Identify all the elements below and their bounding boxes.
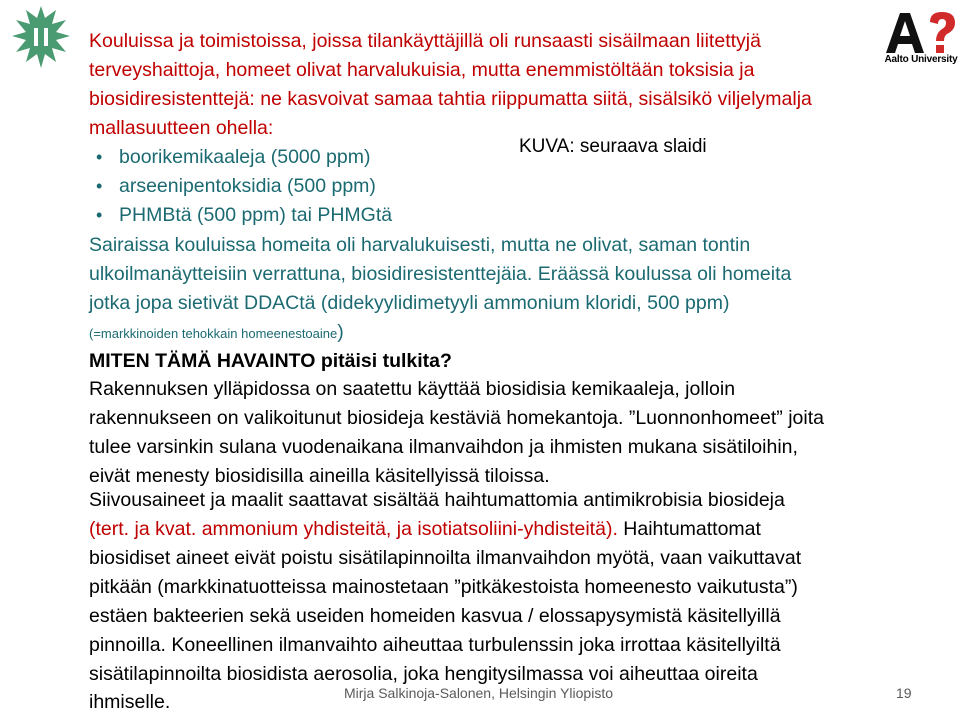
cleaning-line-7: sisätilapinnoilta biosidista aerosolia, joka hengitysilmassa voi aiheuttaa oireita (89, 663, 758, 685)
schools-note: (=markkinoiden tehokkain homeenestoaine (89, 326, 338, 341)
schools-line-2-b: Eräässä koulussa oli homeita (532, 263, 792, 285)
maintenance-line-3: tulee varsinkin sulana vuodenaikana ilmanvaihdon ja ihmisten mukana sisätiloihin, (89, 436, 798, 458)
intro-line-4: mallasuutteen ohella: (89, 117, 274, 139)
intro-line-3: biosidiresistenttejä: ne kasvoivat samaa tahtia riippumatta siitä, sisälsikö viljelymalja (89, 88, 812, 110)
bullet-item-arsenic: arseenipentoksidia (500 ppm) (119, 175, 376, 197)
cleaning-line-2-rest: Haihtumattomat (617, 518, 761, 540)
cleaning-line-5: estäen bakteerien sekä useiden homeiden kasvua / elossapysymistä käsitellyillä (89, 605, 781, 627)
intro-line-2: terveyshaittoja, homeet olivat harvalukuisia, mutta enemmistöltään toksisia ja (89, 59, 755, 81)
bullet-marker: • (96, 147, 103, 167)
cleaning-line-6: pinnoilla. Koneellinen ilmanvaihto aiheuttaa turbulenssin joka irrottaa käsitellyiltä (89, 634, 781, 656)
helsinki-flame-icon (8, 4, 74, 70)
bullet-item-phmb: PHMBtä (500 ppm) tai PHMGtä (119, 204, 393, 226)
maintenance-line-2: rakennukseen on valikoitunut biosideja kestäviä homekantoja. ”Luonnonhomeet” joita (89, 407, 824, 429)
page-number: 19 (896, 685, 912, 701)
cleaning-compounds: (tert. ja kvat. ammonium yhdisteitä, ja isotiatsoliini-yhdisteitä). (89, 518, 618, 540)
schools-note-paren: ) (337, 321, 344, 343)
cleaning-line-3: biosidiset aineet eivät poistu sisätilapinnoilta ilmanvaihdon myötä, vaan vaikuttavat (89, 547, 802, 569)
aalto-mark-icon (884, 10, 958, 54)
footer-author: Mirja Salkinoja-Salonen, Helsingin Yliopisto (344, 685, 613, 701)
aalto-university-label: Aalto University (884, 54, 958, 65)
question-heading: MITEN TÄMÄ HAVAINTO pitäisi tulkita? (89, 350, 452, 372)
cleaning-line-4: pitkään (markkinatuotteissa mainostetaan ”pitkäkestoista homeenesto vaikutusta”) (89, 576, 798, 598)
kuva-note: KUVA: seuraava slaidi (519, 136, 707, 157)
maintenance-line-4: eivät menesty biosidisilla aineilla käsitellyissä tiloissa. (89, 465, 550, 487)
bullet-item-boron: boorikemikaaleja (5000 ppm) (119, 146, 371, 168)
schools-line-3: jotka jopa sietivät DDACtä (didekyylidimetyyli ammonium kloridi, 500 ppm) (89, 292, 730, 314)
schools-line-4 (89, 320, 344, 346)
bullet-marker: • (96, 176, 103, 196)
aalto-university-logo (884, 10, 958, 68)
maintenance-line-1: Rakennuksen ylläpidossa on saatettu käyttää biosidisia kemikaaleja, jolloin (89, 378, 736, 400)
intro-line-1: Kouluissa ja toimistoissa, joissa tilankäyttäjillä oli runsaasti sisäilmaan liitettyjä (89, 30, 761, 52)
bullet-marker: • (96, 205, 103, 225)
schools-line-2 (89, 262, 791, 286)
schools-line-2-a: ulkoilmanäytteisiin verrattuna, biosidiresistenttejäia. (89, 263, 533, 285)
university-of-helsinki-logo (8, 4, 74, 70)
cleaning-line-2 (89, 517, 761, 541)
cleaning-line-8: ihmiselle. (89, 691, 171, 713)
cleaning-line-1: Siivousaineet ja maalit saattavat sisältää haihtumattomia antimikrobisia biosideja (89, 489, 785, 511)
schools-line-1: Sairaissa kouluissa homeita oli harvalukuisesti, mutta ne olivat, saman tontin (89, 234, 751, 256)
